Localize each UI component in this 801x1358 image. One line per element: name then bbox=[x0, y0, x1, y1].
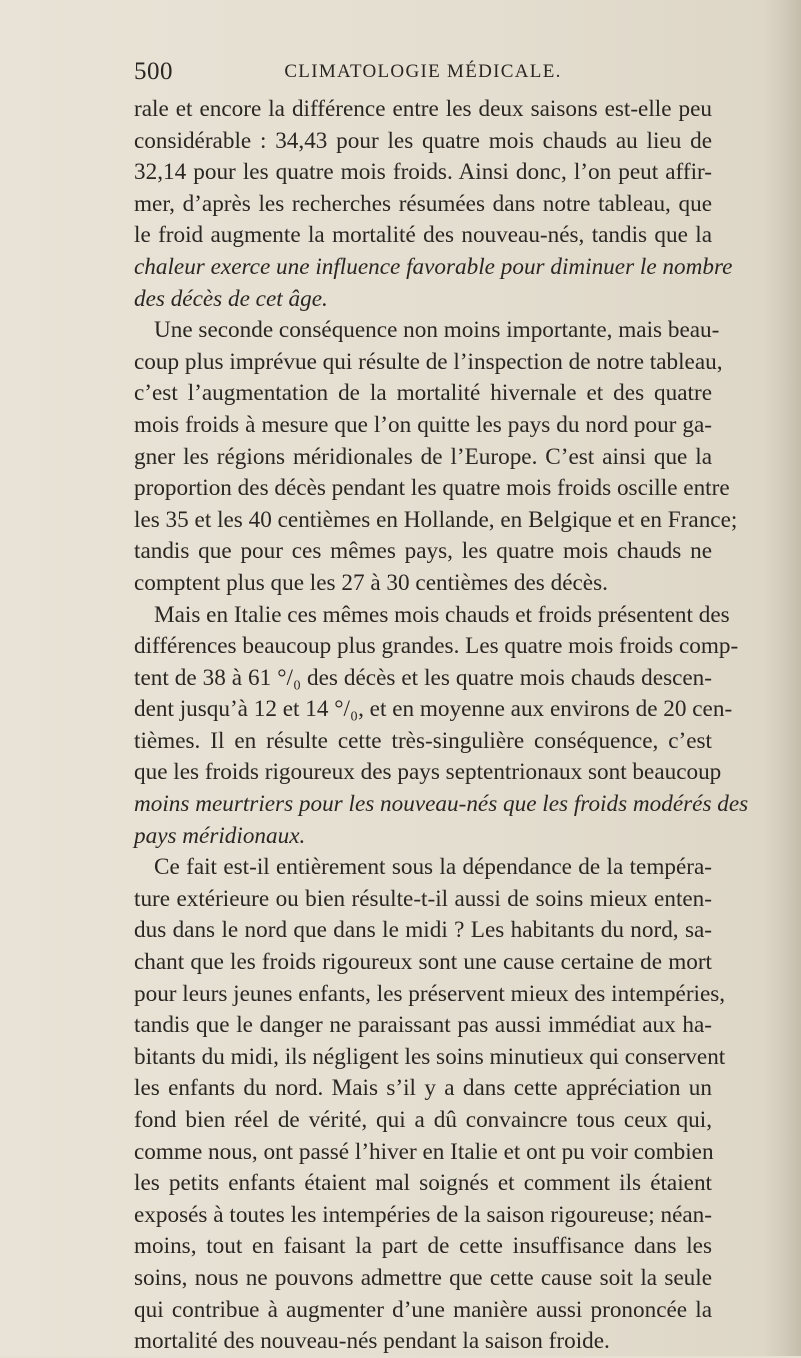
text-line: mois froids à mesure que l’on quitte les pays du nord pour ga- bbox=[134, 411, 712, 438]
text-line: moins, tout en faisant la part de cette insuffisance dans les bbox=[134, 1233, 712, 1260]
text-line: pour leurs jeunes enfants, les préservent mieux des intempéries, bbox=[134, 980, 726, 1007]
text-line: les petits enfants étaient mal soignés et comment ils étaient bbox=[134, 1170, 712, 1197]
text-line-italic-mix: que les froids rigoureux des pays septentrionaux sont beaucoup bbox=[134, 759, 722, 786]
paragraph-start: Une seconde conséquence non moins importante, mais beau- bbox=[154, 317, 720, 344]
text-line: tandis que le danger ne paraissant pas aussi immédiat aux ha- bbox=[134, 1012, 712, 1039]
text-line: mortalité des nouveau-nés pendant la saison froide. bbox=[134, 1328, 610, 1355]
text-line: proportion des décès pendant les quatre mois froids oscille entre bbox=[134, 475, 730, 502]
text-line: tièmes. Il en résulte cette très-singulière conséquence, c’est bbox=[134, 727, 712, 754]
page-number: 500 bbox=[134, 58, 173, 85]
text-line: soins, nous ne pouvons admettre que cette cause soit la seule bbox=[134, 1264, 712, 1291]
text-line: mer, d’après les recherches résumées dans notre tableau, que bbox=[134, 190, 712, 217]
page-edge-shadow bbox=[763, 0, 801, 1356]
text-line: comptent plus que les 27 à 30 centièmes des décès. bbox=[134, 569, 608, 596]
text-line: qui contribue à augmenter d’une manière aussi prononcée la bbox=[134, 1296, 712, 1323]
text-line-italic: chaleur exerce une influence favorable pour diminuer le nombre bbox=[134, 253, 733, 280]
text-line: bitants du midi, ils négligent les soins minutieux qui conservent bbox=[134, 1043, 726, 1070]
paragraph-start: Mais en Italie ces mêmes mois chauds et froids présentent des bbox=[154, 601, 730, 628]
text-line: différences beaucoup plus grandes. Les quatre mois froids comp- bbox=[134, 633, 739, 660]
text-line: considérable : 34,43 pour les quatre mois chauds au lieu de bbox=[134, 127, 712, 154]
text-line-italic: pays méridionaux. bbox=[134, 822, 306, 849]
text-line: 32,14 pour les quatre mois froids. Ainsi donc, l’on peut affir- bbox=[134, 159, 712, 186]
text-line: les enfants du nord. Mais s’il y a dans cette appréciation un bbox=[134, 1075, 712, 1102]
text-line: gner les régions méridionales de l’Europe. C’est ainsi que la bbox=[134, 443, 712, 470]
text-line: coup plus imprévue qui résulte de l’inspection de notre tableau, bbox=[134, 348, 723, 375]
text-line: rale et encore la différence entre les deux saisons est-elle peu bbox=[134, 96, 712, 122]
text-line: ture extérieure ou bien résulte-t-il aussi de soins mieux enten- bbox=[134, 885, 712, 912]
text-line-italic-mix: le froid augmente la mortalité des nouveau-nés, tandis que la bbox=[134, 222, 712, 249]
text-line: fond bien réel de vérité, qui a dû convaincre tous ceux qui, bbox=[134, 1107, 712, 1133]
text-line: exposés à toutes les intempéries de la saison rigoureuse; néan- bbox=[134, 1201, 712, 1228]
text-line: c’est l’augmentation de la mortalité hivernale et des quatre bbox=[134, 380, 712, 407]
text-line: tandis que pour ces mêmes pays, les quatre mois chauds ne bbox=[134, 538, 712, 565]
text-line: tent de 38 à 61 °/₀ des décès et les quatre mois chauds descen- bbox=[134, 664, 712, 691]
text-line: dus dans le nord que dans le midi ? Les habitants du nord, sa- bbox=[134, 917, 712, 944]
page-header bbox=[134, 58, 712, 88]
text-line-italic: des décès de cet âge. bbox=[134, 285, 328, 312]
text-line: dent jusqu’à 12 et 14 °/₀, et en moyenne aux environs de 20 cen- bbox=[134, 696, 733, 723]
text-line: les 35 et les 40 centièmes en Hollande, en Belgique et en France; bbox=[134, 506, 738, 533]
paragraph-start: Ce fait est-il entièrement sous la dépendance de la tempéra- bbox=[154, 854, 712, 881]
text-line: comme nous, ont passé l’hiver en Italie et ont pu voir combien bbox=[134, 1138, 714, 1165]
running-title: CLIMATOLOGIE MÉDICALE. bbox=[284, 61, 562, 82]
text-line: chant que les froids rigoureux sont une cause certaine de mort bbox=[134, 949, 712, 976]
text-line-italic: moins meurtriers pour les nouveau-nés que les froids modérés des bbox=[134, 791, 749, 818]
body-text bbox=[134, 94, 749, 1358]
